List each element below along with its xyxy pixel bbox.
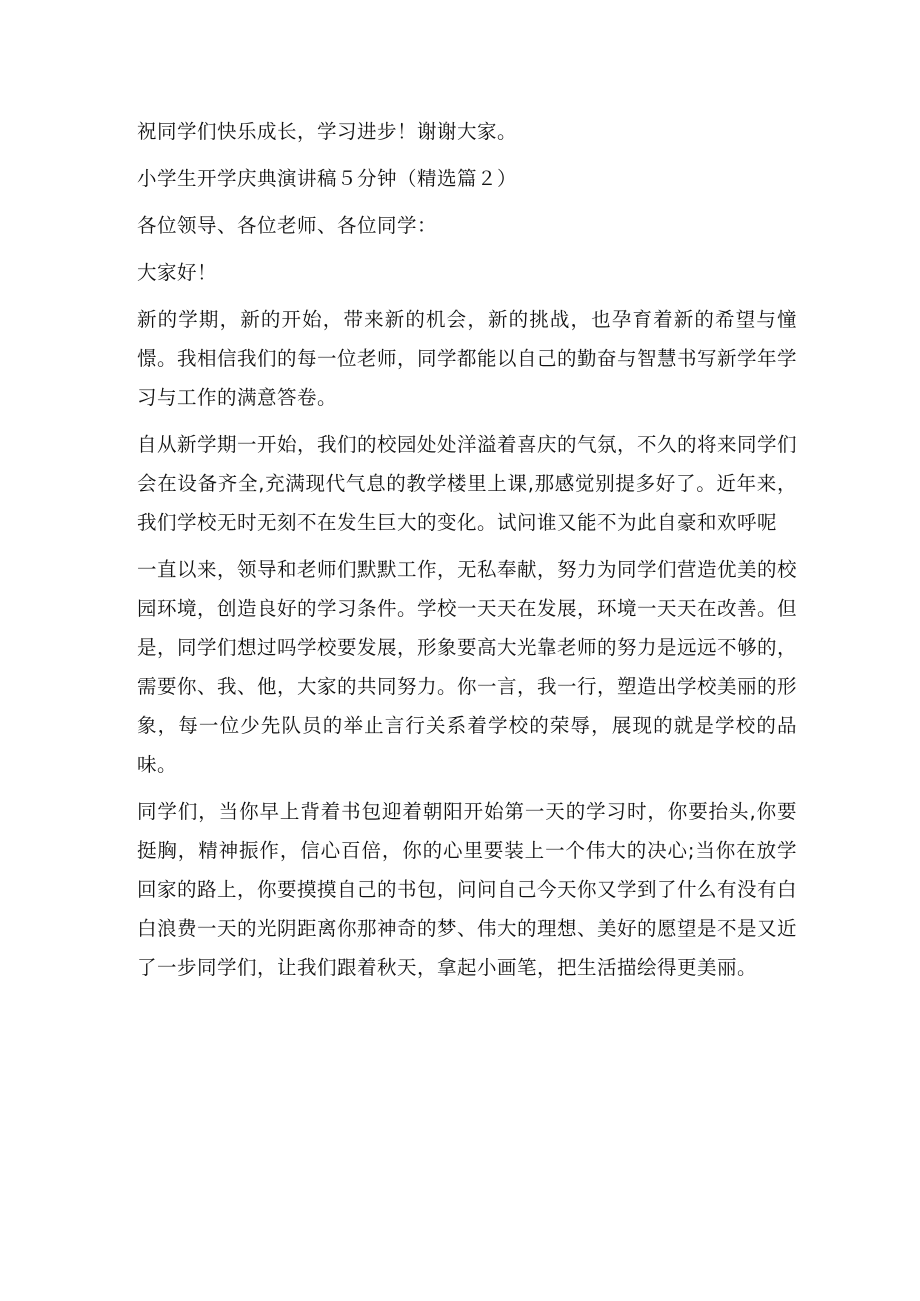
paragraph-section-title: 小学生开学庆典演讲稿５分钟（精选篇２） [137,167,518,190]
paragraph-closing-wish: 祝同学们快乐成长，学习进步！谢谢大家。 [137,120,518,143]
paragraph-campus-change: 自从新学期一开始，我们的校园处处洋溢着喜庆的气氛，不久的将来同学们会在设备齐全,充满现代气息的教学楼里上课,那感觉别提多好了。近年来，我们学校无时无刻不在发生巨大的变化。试问谁又能不为此自豪和欢呼呢 [137,433,798,534]
paragraph-teachers-effort: 一直以来，领导和老师们默默工作，无私奉献，努力为同学们营造优美的校园环境，创造良好的学习条件。学校一天天在发展，环境一天天在改善。但是，同学们想过吗学校要发展，形象要高大光靠老师的努力是远远不够的，需要你、我、他，大家的共同努力。你一言，我一行，塑造出学校美丽的形象，每一位少先队员的举止言行关系着学校的荣辱，展现的就是学校的品味。 [137,558,798,776]
paragraph-greeting: 大家好！ [137,261,218,284]
document-body [137,112,797,995]
paragraph-salutation: 各位领导、各位老师、各位同学： [137,214,438,237]
paragraph-new-semester: 新的学期，新的开始，带来新的机会，新的挑战，也孕育着新的希望与憧憬。我相信我们的每一位老师，同学都能以自己的勤奋与智慧书写新学年学习与工作的满意答卷。 [137,308,798,409]
paragraph-students-call: 同学们，当你早上背着书包迎着朝阳开始第一天的学习时，你要抬头,你要挺胸，精神振作，信心百倍，你的心里要装上一个伟大的决心;当你在放学回家的路上，你要摸摸自己的书包，问问自己今天你又学到了什么有没有白白浪费一天的光阴距离你那神奇的梦、伟大的理想、美好的愿望是不是又近了一步同学们，让我们跟着秋天，拿起小画笔，把生活描绘得更美丽。 [137,800,798,979]
